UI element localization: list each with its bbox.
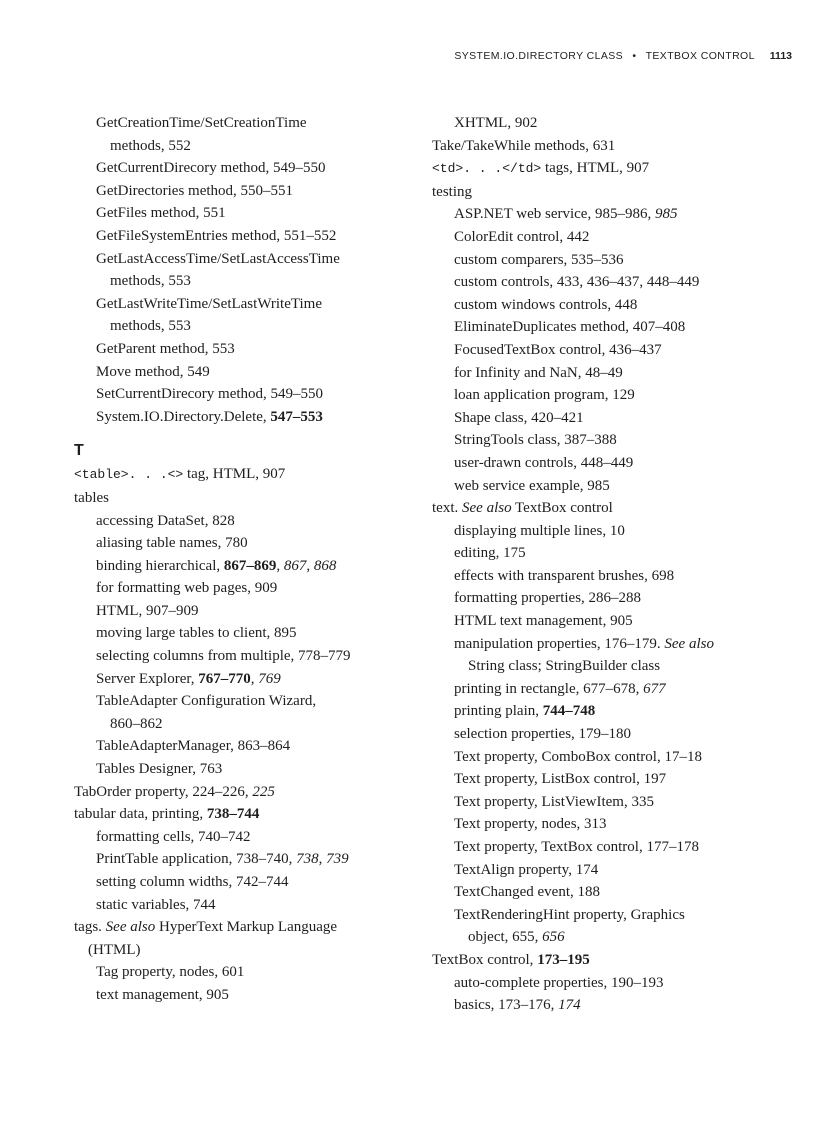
index-subentry [432,994,792,1017]
index-subentry [432,972,792,995]
index-subentry [432,633,792,656]
index-subentry [74,532,404,555]
index-subentry [74,180,404,203]
index-subentry [432,565,792,588]
index-subentry [432,203,792,226]
index-text: 860–862 [110,715,163,732]
index-main-entry [74,803,404,826]
index-text: GetCreationTime/SetCreationTime [96,115,307,131]
primary-page-ref: 867–869 [223,557,277,574]
index-text: testing [432,183,472,200]
index-text: custom windows controls, 448 [454,296,638,313]
figure-page-ref: 985 [654,206,678,223]
index-text: loan application program, 129 [454,387,635,404]
running-header [454,50,792,62]
index-main-entry [74,463,404,487]
index-text: String class; StringBuilder class [468,658,661,675]
index-text: TableAdapter Configuration Wizard, [96,693,317,710]
index-subentry [74,735,404,758]
index-subentry [432,813,792,836]
index-subentry [432,429,792,452]
index-text: static variables, 744 [96,896,216,913]
index-text: GetFileSystemEntries method, 551–552 [96,227,337,244]
index-subentry [432,520,792,543]
section-letter-heading [74,439,404,463]
index-subentry [432,836,792,859]
index-subentry [432,926,792,949]
index-column-right [432,112,792,1017]
index-text: web service example, 985 [454,477,610,494]
index-subentry [432,384,792,407]
index-text: <table>. . .<> [74,467,184,483]
index-text: tabular data, printing, [74,806,207,823]
index-text: TextBox control [511,500,613,517]
index-subentry [74,826,404,849]
primary-page-ref: 173–195 [537,951,590,968]
index-text: moving large tables to client, 895 [96,625,297,642]
index-text: , [318,851,327,868]
index-text: T [74,442,84,460]
index-text: Server Explorer, [96,670,199,687]
figure-page-ref: 738 [296,851,319,868]
primary-page-ref: 744–748 [542,703,596,720]
index-subentry [432,587,792,610]
index-text: text management, 905 [96,986,229,1003]
index-main-entry [74,916,404,939]
index-subentry [432,271,792,294]
index-subentry [74,645,404,668]
index-text: , [250,670,259,687]
index-text: System.IO.Directory.Delete, [96,408,271,425]
primary-page-ref: 738–744 [206,806,260,823]
primary-page-ref: 767–770 [198,670,251,687]
index-subentry [74,555,404,578]
index-text: Text property, TextBox control, 177–178 [454,839,699,855]
index-subentry [74,293,404,316]
index-subentry [74,690,404,713]
index-text: selecting columns from multiple, 778–779 [96,648,351,665]
index-text: GetDirectories method, 550–551 [96,182,294,199]
figure-page-ref: 225 [252,783,275,800]
index-text: , [276,557,284,574]
index-subentry [74,157,404,180]
index-subentry [74,112,404,135]
index-text: GetParent method, 553 [96,340,235,357]
figure-page-ref: 677 [643,680,666,697]
index-text: tables [74,489,109,506]
index-subentry [432,407,792,430]
index-subentry [432,452,792,475]
index-text: Move method, 549 [96,363,210,380]
index-text: Text property, ComboBox control, 17–18 [454,748,702,765]
figure-page-ref: 769 [258,670,281,687]
figure-page-ref: 739 [326,851,349,868]
index-text: custom comparers, 535–536 [454,251,624,268]
index-subentry [432,678,792,701]
index-subentry [432,700,792,723]
index-text: user-drawn controls, 448–449 [454,454,634,471]
index-text: Text property, nodes, 313 [454,816,607,833]
index-subentry [432,655,792,678]
index-subentry [432,362,792,385]
index-text: StringTools class, 387–388 [454,432,617,449]
index-text: Text property, ListViewItem, 335 [454,793,654,810]
index-subentry [432,859,792,882]
index-main-entry [432,181,792,204]
index-text: custom controls, 433, 436–437, 448–449 [454,274,700,291]
index-main-entry [432,949,792,972]
index-subentry [74,668,404,691]
index-text: GetFiles method, 551 [96,205,226,222]
figure-page-ref: 174 [558,997,581,1014]
index-text: FocusedTextBox control, 436–437 [454,341,662,358]
index-text: <td>. . .</td> [432,161,542,177]
index-text: effects with transparent brushes, 698 [454,567,675,584]
index-text: tags. [74,919,106,936]
index-subentry [74,510,404,533]
running-title-right: TEXTBOX CONTROL [645,50,755,62]
index-text: setting column widths, 742–744 [96,874,289,890]
index-subentry [432,294,792,317]
index-text: printing plain, [454,703,543,720]
index-text: auto-complete properties, 190–193 [454,974,664,991]
index-subentry [432,610,792,633]
index-subentry [74,361,404,384]
index-subentry [74,225,404,248]
index-subentry [74,406,404,429]
index-subentry [432,542,792,565]
index-text: binding hierarchical, [96,557,224,574]
index-text: formatting cells, 740–742 [96,828,251,845]
index-subentry [74,871,404,894]
index-column-left [74,112,404,1007]
index-subentry [74,202,404,225]
index-subentry [74,338,404,361]
index-text: tag, HTML, 907 [183,466,286,483]
index-text: selection properties, 179–180 [454,726,632,743]
index-subentry [74,577,404,600]
index-text: for Infinity and NaN, 48–49 [454,364,623,381]
index-text: text. [432,500,462,517]
index-text: methods, 553 [110,318,191,335]
index-text: PrintTable application, 738–740, [96,851,297,868]
figure-page-ref: See also [462,500,512,517]
index-text: methods, 553 [110,273,191,290]
index-subentry [432,723,792,746]
index-subentry [74,383,404,406]
index-text: ColorEdit control, 442 [454,228,590,245]
index-text: accessing DataSet, 828 [96,512,235,529]
index-subentry [432,791,792,814]
index-text: for formatting web pages, 909 [96,580,278,597]
index-subentry [74,984,404,1007]
index-subentry [432,881,792,904]
index-text: editing, 175 [454,545,526,562]
index-subentry [74,961,404,984]
figure-page-ref: 867 [283,557,307,574]
index-text: displaying multiple lines, 10 [454,522,625,539]
index-text: SetCurrentDirecory method, 549–550 [96,386,324,403]
index-text: methods, 552 [110,137,191,154]
index-text: Text property, ListBox control, 197 [454,771,667,788]
figure-page-ref: See also [105,919,156,936]
index-subentry [74,894,404,917]
index-text: HyperText Markup Language [155,919,338,936]
index-text: GetCurrentDirecory method, 549–550 [96,160,326,177]
index-text: GetLastWriteTime/SetLastWriteTime [96,295,322,312]
index-text: TextChanged event, 188 [454,884,600,901]
index-text: (HTML) [88,941,141,958]
index-subentry [432,768,792,791]
index-subentry [74,600,404,623]
index-text: , [306,557,314,574]
index-text: aliasing table names, 780 [96,535,248,552]
index-text: GetLastAccessTime/SetLastAccessTime [96,250,340,267]
running-title-left: SYSTEM.IO.DIRECTORY CLASS [454,50,624,62]
index-text: HTML text management, 905 [454,613,633,630]
index-text: TextAlign property, 174 [454,861,599,878]
index-subentry [74,622,404,645]
index-text: EliminateDuplicates method, 407–408 [454,319,686,336]
index-text: Shape class, 420–421 [454,409,584,426]
index-main-entry [74,487,404,510]
index-text: manipulation properties, 176–179. [454,635,665,652]
index-text: ASP.NET web service, 985–986, [454,206,655,223]
index-subentry [432,339,792,362]
index-text: XHTML, 902 [454,115,538,131]
index-subentry [74,939,404,962]
index-text: TextBox control, [432,951,538,968]
index-text: printing in rectangle, 677–678, [454,680,644,697]
index-text: object, 655, [468,929,543,946]
index-text: Take/TakeWhile methods, 631 [432,137,616,154]
index-text: formatting properties, 286–288 [454,590,642,607]
index-subentry [432,746,792,769]
index-subentry [432,112,792,135]
index-subentry [432,316,792,339]
index-text: TabOrder property, 224–226, [74,783,253,800]
index-subentry [74,315,404,338]
index-subentry [432,226,792,249]
index-main-entry [432,157,792,181]
index-text: Tag property, nodes, 601 [96,964,245,981]
figure-page-ref: 656 [542,929,565,946]
index-subentry [432,249,792,272]
index-text: TextRenderingHint property, Graphics [454,906,685,923]
figure-page-ref: See also [664,635,714,652]
primary-page-ref: 547–553 [270,408,323,425]
index-subentry [74,248,404,271]
index-subentry [74,135,404,158]
section-gap [74,428,404,439]
index-subentry [432,475,792,498]
index-main-entry [432,497,792,520]
index-subentry [432,904,792,927]
index-text: basics, 173–176, [454,997,559,1014]
figure-page-ref: 868 [313,557,337,574]
index-subentry [74,713,404,736]
index-text: tags, HTML, 907 [541,160,650,177]
index-text: Tables Designer, 763 [96,761,223,778]
index-main-entry [74,781,404,804]
header-separator: • [632,50,637,62]
index-subentry [74,270,404,293]
index-main-entry [432,135,792,158]
index-text: HTML, 907–909 [96,602,199,619]
index-text: TableAdapterManager, 863–864 [96,738,291,755]
index-subentry [74,848,404,871]
index-subentry [74,758,404,781]
page-number: 1113 [769,50,792,62]
